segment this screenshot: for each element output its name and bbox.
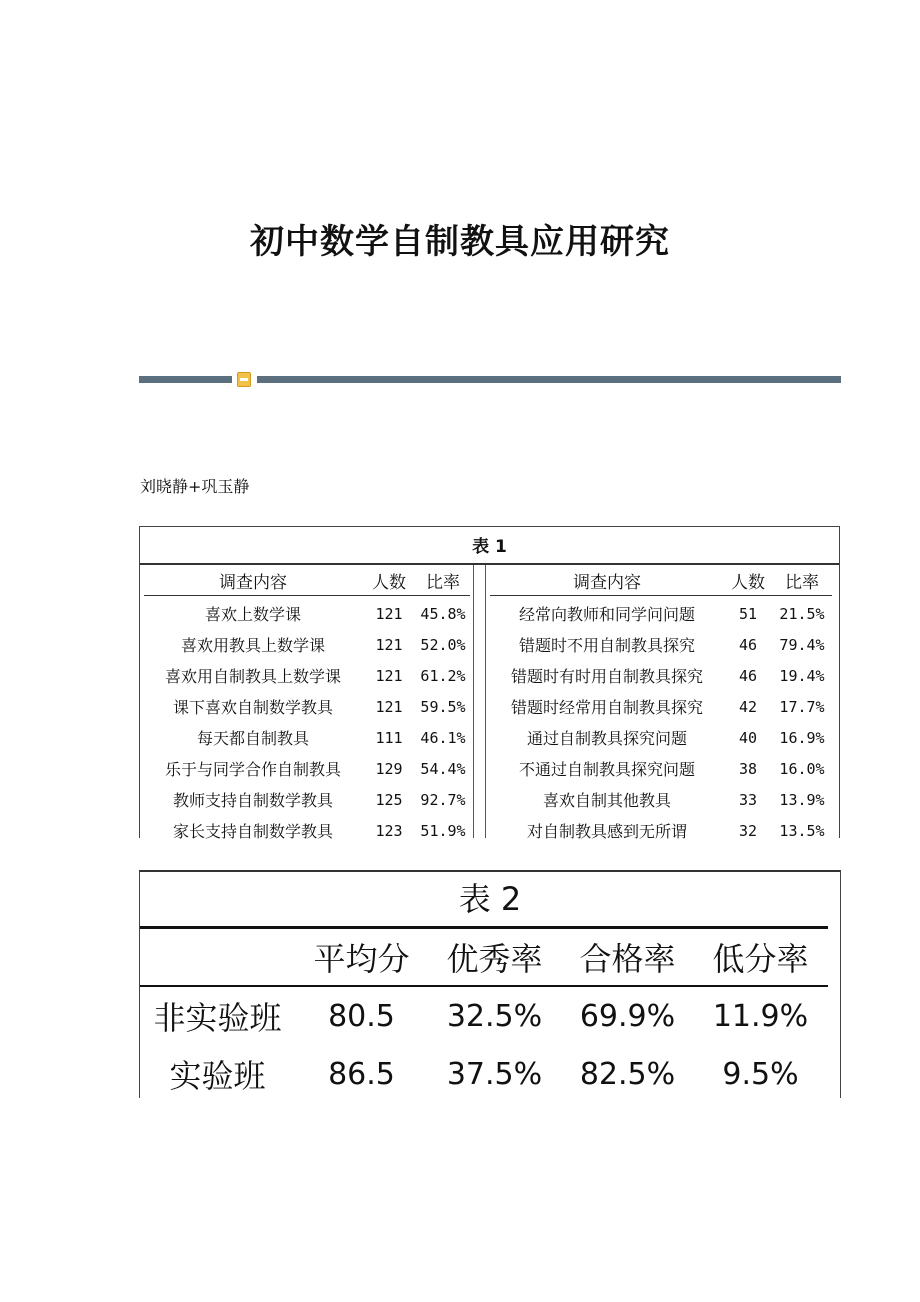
row-label: 实验班 xyxy=(169,1057,266,1095)
column-header: 调查内容 xyxy=(219,572,287,593)
count-cell: 33 xyxy=(738,790,758,809)
count-cell: 121 xyxy=(375,604,403,623)
section-divider xyxy=(139,372,841,388)
table-1-left-half xyxy=(144,565,470,846)
rate-cell: 54.4% xyxy=(420,759,466,778)
column-header: 平均分 xyxy=(313,940,410,978)
authors-line: 刘晓静+巩玉静 xyxy=(140,477,250,496)
rate-cell: 92.7% xyxy=(420,790,466,809)
count-cell: 121 xyxy=(375,697,403,716)
survey-item: 通过自制教具探究问题 xyxy=(526,729,687,748)
value-cell: 69.9% xyxy=(579,998,676,1034)
count-cell: 40 xyxy=(738,728,758,747)
survey-item: 不通过自制教具探究问题 xyxy=(518,760,695,779)
table-row xyxy=(140,1048,828,1100)
rate-cell: 45.8% xyxy=(420,604,466,623)
table-2-top-rule xyxy=(140,926,828,929)
table-row xyxy=(140,990,828,1042)
table-2 xyxy=(139,870,841,1098)
rate-cell: 13.9% xyxy=(779,790,825,809)
survey-item: 喜欢自制其他教具 xyxy=(542,791,671,810)
rate-cell: 17.7% xyxy=(779,697,825,716)
table-row xyxy=(490,629,832,660)
survey-item: 喜欢用自制教具上数学课 xyxy=(164,667,341,686)
survey-item: 教师支持自制数学教具 xyxy=(172,791,333,810)
count-cell: 123 xyxy=(375,821,403,840)
table-2-header-rule xyxy=(140,985,828,987)
value-cell: 86.5 xyxy=(328,1056,395,1092)
value-cell: 11.9% xyxy=(712,998,809,1034)
rate-cell: 46.1% xyxy=(420,728,466,747)
rate-cell: 79.4% xyxy=(779,635,825,654)
column-header: 优秀率 xyxy=(446,940,543,978)
survey-item: 课下喜欢自制数学教具 xyxy=(172,698,333,717)
table-row xyxy=(490,784,832,815)
column-header: 比率 xyxy=(785,572,819,593)
table-1-header-row xyxy=(144,565,470,596)
table-row xyxy=(490,660,832,691)
count-cell: 51 xyxy=(738,604,758,623)
column-header: 人数 xyxy=(372,572,406,593)
survey-item: 错题时经常用自制教具探究 xyxy=(510,698,703,717)
table-row xyxy=(144,691,470,722)
table-1 xyxy=(139,526,840,841)
table-2-caption: 表 2 xyxy=(458,880,522,918)
table-row xyxy=(144,753,470,784)
value-cell: 80.5 xyxy=(328,998,395,1034)
value-cell: 9.5% xyxy=(722,1056,799,1092)
table-row xyxy=(144,629,470,660)
table-row xyxy=(144,784,470,815)
count-cell: 46 xyxy=(738,635,758,654)
count-cell: 38 xyxy=(738,759,758,778)
survey-item: 乐于与同学合作自制教具 xyxy=(164,760,341,779)
table-row xyxy=(144,815,470,846)
rate-cell: 13.5% xyxy=(779,821,825,840)
table-row xyxy=(490,598,832,629)
count-cell: 42 xyxy=(738,697,758,716)
column-header: 低分率 xyxy=(712,940,809,978)
table-1-caption: 表 1 xyxy=(472,537,507,557)
count-cell: 125 xyxy=(375,790,403,809)
value-cell: 37.5% xyxy=(446,1056,543,1092)
count-cell: 121 xyxy=(375,635,403,654)
table-row xyxy=(490,753,832,784)
survey-item: 喜欢上数学课 xyxy=(204,605,301,624)
column-header: 调查内容 xyxy=(573,572,641,593)
table-row xyxy=(144,660,470,691)
table-row xyxy=(490,722,832,753)
document-title: 初中数学自制教具应用研究 xyxy=(250,222,670,262)
value-cell: 32.5% xyxy=(446,998,543,1034)
rate-cell: 52.0% xyxy=(420,635,466,654)
column-header: 合格率 xyxy=(579,940,676,978)
table-1-header-row xyxy=(490,565,832,596)
rate-cell: 19.4% xyxy=(779,666,825,685)
survey-item: 对自制教具感到无所谓 xyxy=(526,822,687,841)
survey-item: 错题时有时用自制教具探究 xyxy=(510,667,703,686)
divider-bar-left xyxy=(139,376,232,383)
table-row xyxy=(144,722,470,753)
table-row xyxy=(490,815,832,846)
column-header: 比率 xyxy=(426,572,460,593)
row-label: 非实验班 xyxy=(153,999,282,1037)
survey-item: 经常向教师和同学问问题 xyxy=(518,605,695,624)
count-cell: 32 xyxy=(738,821,758,840)
count-cell: 121 xyxy=(375,666,403,685)
rate-cell: 21.5% xyxy=(779,604,825,623)
table-1-divider-line xyxy=(485,565,486,838)
table-row xyxy=(490,691,832,722)
survey-item: 家长支持自制数学教具 xyxy=(172,822,333,841)
rate-cell: 51.9% xyxy=(420,821,466,840)
rate-cell: 59.5% xyxy=(420,697,466,716)
divider-emblem-icon xyxy=(237,372,251,387)
table-2-header-row xyxy=(140,930,828,984)
rate-cell: 16.9% xyxy=(779,728,825,747)
rate-cell: 61.2% xyxy=(420,666,466,685)
table-row xyxy=(144,598,470,629)
table-1-right-half xyxy=(490,565,832,846)
table-1-divider-line xyxy=(473,565,474,838)
count-cell: 129 xyxy=(375,759,403,778)
divider-bar-right xyxy=(257,376,841,383)
value-cell: 82.5% xyxy=(579,1056,676,1092)
survey-item: 错题时不用自制教具探究 xyxy=(518,636,695,655)
rate-cell: 16.0% xyxy=(779,759,825,778)
count-cell: 46 xyxy=(738,666,758,685)
count-cell: 111 xyxy=(375,728,403,747)
column-header: 人数 xyxy=(731,572,765,593)
survey-item: 每天都自制教具 xyxy=(196,729,309,748)
survey-item: 喜欢用教具上数学课 xyxy=(180,636,325,655)
